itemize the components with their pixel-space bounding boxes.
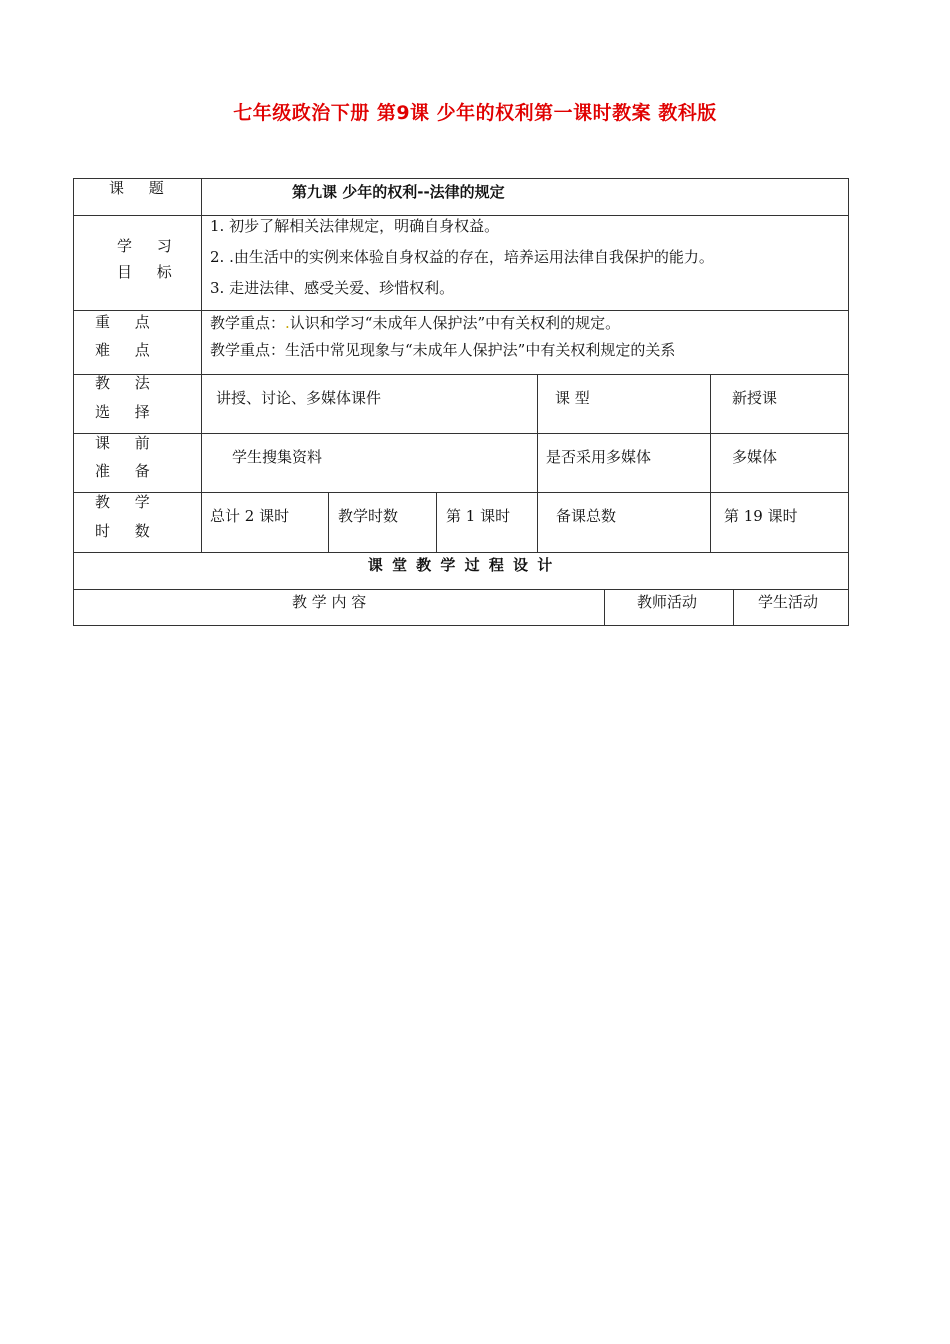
goals-label-line1: 学 习 <box>117 237 182 255</box>
prep-label-line2: 准 备 <box>95 462 160 480</box>
page-title: 七年级政治下册 第9课 少年的权利第一课时教案 教科版 <box>233 102 717 124</box>
goal-item-3: 3. 走进法律、感受关爱、珍惜权利。 <box>210 279 455 297</box>
prep-value: 学生搜集资料 <box>232 448 323 466</box>
key-point-text: 认识和学习“未成年人保护法”中有关权利的规定。 <box>289 314 621 332</box>
key-point-mark: . <box>285 314 290 332</box>
type-label: 课 型 <box>555 389 590 407</box>
content-header: 教 学 内 容 <box>292 593 367 611</box>
goal-item-2: 2. .由生活中的实例来体验自身权益的存在，培养运用法律自我保护的能力。 <box>210 248 714 266</box>
key-point-prefix: 教学重点： <box>210 314 286 332</box>
prep-label-line1: 课 前 <box>95 434 160 452</box>
topic-value: 第九课 少年的权利--法律的规定 <box>292 183 505 201</box>
hours-label-line1: 教 学 <box>95 493 160 511</box>
multimedia-value: 多媒体 <box>732 448 778 466</box>
method-label-line2: 选 择 <box>95 403 160 421</box>
current-hour: 第 1 课时 <box>446 507 511 525</box>
method-value: 讲授、讨论、多媒体课件 <box>216 389 382 407</box>
teacher-header: 教师活动 <box>637 593 698 611</box>
design-header: 课 堂 教 学 过 程 设 计 <box>367 556 555 574</box>
topic-label: 课 题 <box>109 179 174 197</box>
type-value: 新授课 <box>732 389 778 407</box>
student-header: 学生活动 <box>758 593 819 611</box>
method-label-line1: 教 法 <box>95 374 160 392</box>
key-label-line1: 重 点 <box>95 313 160 331</box>
teaching-hours-label: 教学时数 <box>338 507 399 525</box>
goals-label-line2: 目 标 <box>117 263 182 281</box>
difficult-point: 教学重点：生活中常见现象与“未成年人保护法”中有关权利规定的关系 <box>210 341 676 359</box>
key-point <box>210 313 620 333</box>
key-label-line2: 难 点 <box>95 341 160 359</box>
hours-label-line2: 时 数 <box>95 522 160 540</box>
total-prep-label: 备课总数 <box>556 507 617 525</box>
multimedia-label: 是否采用多媒体 <box>546 448 652 466</box>
goal-item-1: 1. 初步了解相关法律规定，明确自身权益。 <box>210 217 500 235</box>
prep-count: 第 19 课时 <box>724 507 798 525</box>
total-hours: 总计 2 课时 <box>210 507 290 525</box>
